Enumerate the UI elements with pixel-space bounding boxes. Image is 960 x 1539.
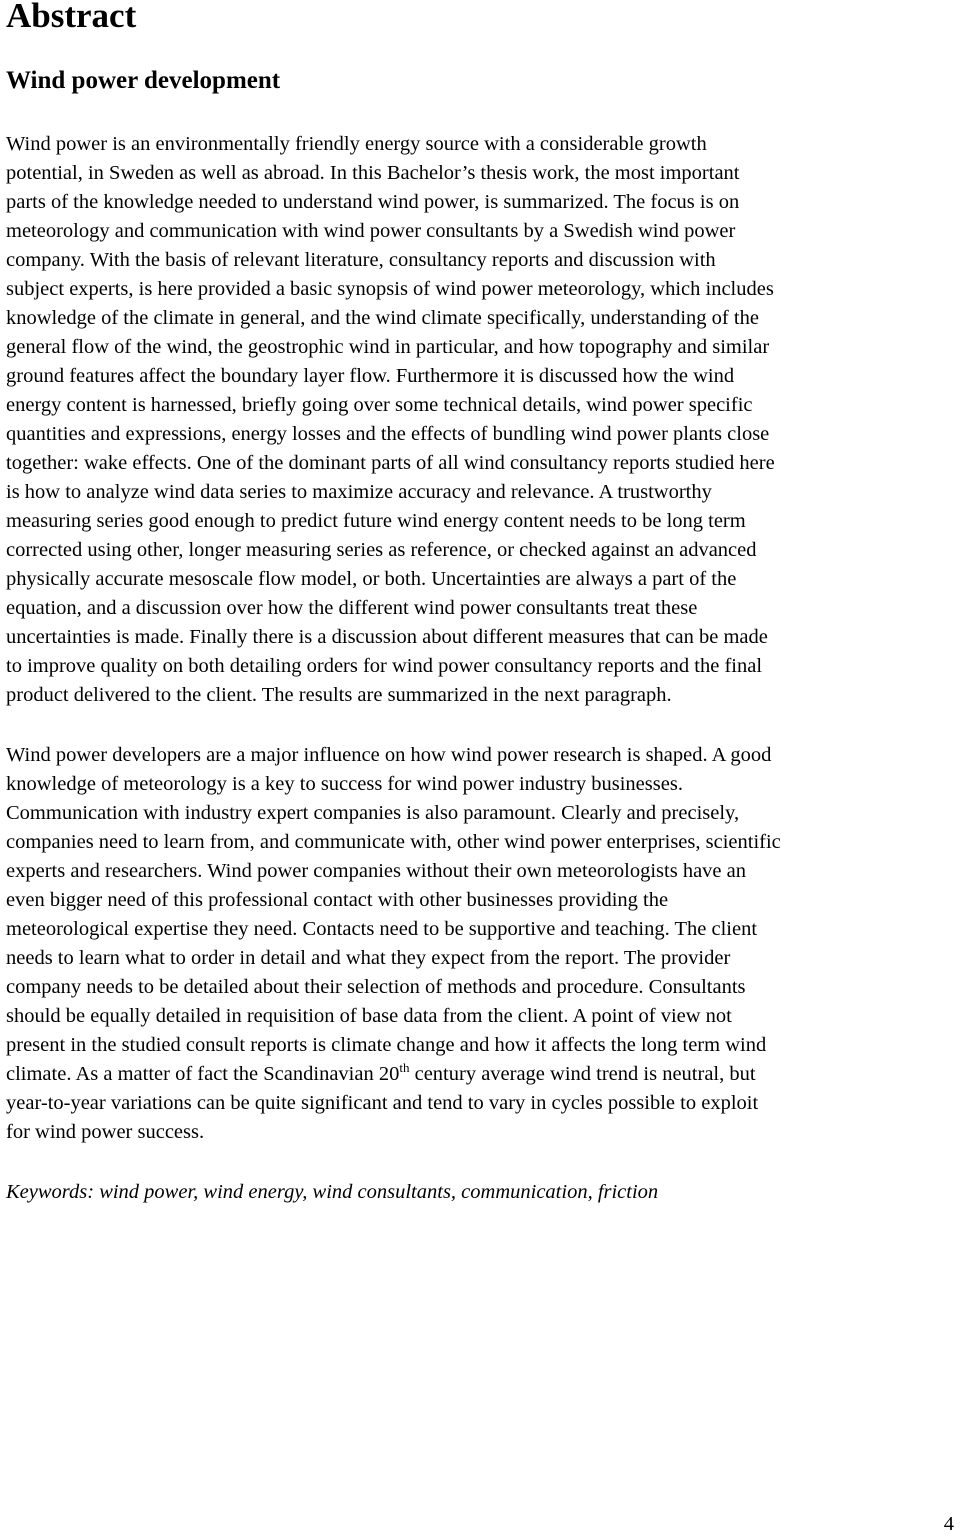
section-heading: Wind power development [6, 67, 281, 94]
text-line: uncertainties is made. Finally there is a discussion about different measures that can be made [6, 626, 768, 648]
text-line: companies need to learn from, and communicate with, other wind power enterprises, scientific [6, 831, 781, 853]
text-fragment: century average wind trend is neutral, but [409, 1063, 756, 1085]
text-line: company needs to be detailed about their selection of methods and procedure. Consultants [6, 976, 746, 998]
text-line: present in the studied consult reports is climate change and how it affects the long term wind [6, 1034, 767, 1056]
keywords-line: Keywords: wind power, wind energy, wind consultants, communication, friction [6, 1181, 659, 1203]
text-line: quantities and expressions, energy losses and the effects of bundling wind power plants close [6, 423, 770, 445]
text-line: company. With the basis of relevant literature, consultancy reports and discussion with [6, 249, 716, 271]
text-line: measuring series good enough to predict future wind energy content needs to be long term [6, 510, 746, 532]
text-line: general flow of the wind, the geostrophic wind in particular, and how topography and similar [6, 336, 770, 358]
text-line: ground features affect the boundary layer flow. Furthermore it is discussed how the wind [6, 365, 735, 387]
text-line: potential, in Sweden as well as abroad. In this Bachelor’s thesis work, the most important [6, 162, 740, 184]
superscript-ordinal: th [399, 1060, 410, 1075]
text-line: is how to analyze wind data series to maximize accuracy and relevance. A trustworthy [6, 481, 712, 503]
text-line: equation, and a discussion over how the different wind power consultants treat these [6, 597, 698, 619]
paragraph-intro [6, 130, 960, 710]
text-line: meteorology and communication with wind power consultants by a Swedish wind power [6, 220, 736, 242]
text-line: experts and researchers. Wind power companies without their own meteorologists have an [6, 860, 746, 882]
page-number: 4 [943, 1513, 954, 1535]
text-line: energy content is harnessed, briefly going over some technical details, wind power specific [6, 394, 753, 416]
text-fragment: climate. As a matter of fact the Scandinavian 20 [6, 1063, 400, 1085]
text-line: corrected using other, longer measuring series as reference, or checked against an advanced [6, 539, 757, 561]
text-line: together: wake effects. One of the dominant parts of all wind consultancy reports studied here [6, 452, 775, 474]
abstract-heading: Abstract [6, 0, 137, 35]
text-line: needs to learn what to order in detail and what they expect from the report. The provider [6, 947, 731, 969]
text-line: parts of the knowledge needed to understand wind power, is summarized. The focus is on [6, 191, 740, 213]
text-line: subject experts, is here provided a basic synopsis of wind power meteorology, which includes [6, 278, 774, 300]
text-line: knowledge of the climate in general, and the wind climate specifically, understanding of the [6, 307, 759, 329]
text-line: meteorological expertise they need. Contacts need to be supportive and teaching. The client [6, 918, 758, 940]
text-line: for wind power success. [6, 1121, 205, 1143]
text-line: to improve quality on both detailing orders for wind power consultancy reports and the final [6, 655, 763, 677]
text-line: knowledge of meteorology is a key to success for wind power industry businesses. [6, 773, 683, 795]
text-line: Wind power developers are a major influence on how wind power research is shaped. A good [6, 744, 772, 766]
text-line: even bigger need of this professional contact with other businesses providing the [6, 889, 669, 911]
text-line: Wind power is an environmentally friendly energy source with a considerable growth [6, 133, 707, 155]
text-line: Communication with industry expert companies is also paramount. Clearly and precisely, [6, 802, 740, 824]
text-line: physically accurate mesoscale flow model, or both. Uncertainties are always a part of the [6, 568, 737, 590]
text-line: product delivered to the client. The results are summarized in the next paragraph. [6, 684, 672, 706]
text-line: should be equally detailed in requisition of base data from the client. A point of view not [6, 1005, 732, 1027]
text-line: year-to-year variations can be quite significant and tend to vary in cycles possible to exploit [6, 1092, 759, 1114]
paragraph-summary [6, 741, 960, 1147]
text-line-with-superscript [6, 1060, 960, 1089]
